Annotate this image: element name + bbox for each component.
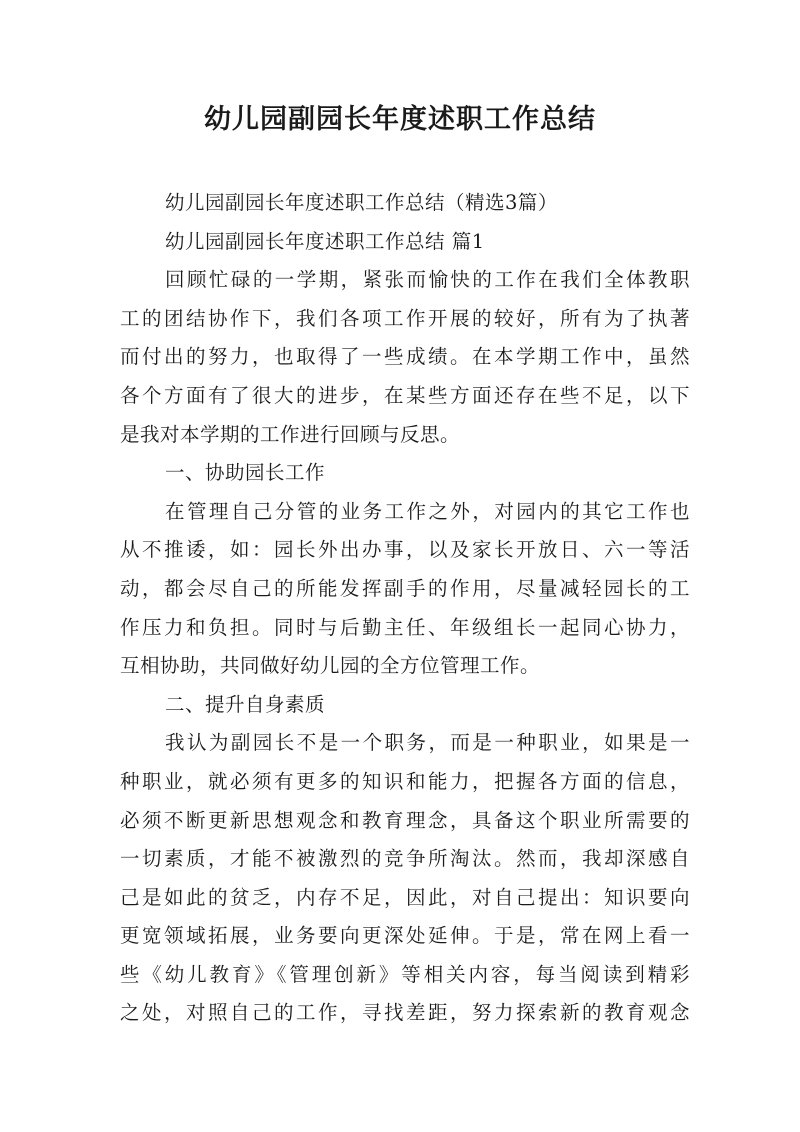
section-heading-2: 二、提升自身素质 [165, 692, 326, 716]
paragraph-line: 动，都会尽自己的所能发挥副手的作用，尽量减轻园长的工 [120, 576, 690, 600]
paragraph-line: 回顾忙碌的一学期，紧张而愉快的工作在我们全体教职 [165, 268, 690, 292]
paragraph-line: 一切素质，才能不被激烈的竞争所淘汰。然而，我却深感自 [120, 847, 690, 871]
subtitle-line: 幼儿园副园长年度述职工作总结（精选3篇） [165, 191, 558, 214]
paragraph-line: 是我对本学期的工作进行回顾与反思。 [120, 422, 461, 446]
paragraph-line: 作压力和负担。同时与后勤主任、年级组长一起同心协力， [120, 615, 690, 639]
paragraph-line: 些《幼儿教育》《管理创新》等相关内容，每当阅读到精彩 [120, 962, 690, 986]
paragraph-line: 而付出的努力，也取得了一些成绩。在本学期工作中，虽然 [120, 345, 690, 369]
paragraph-line: 更宽领域拓展，业务要向更深处延伸。于是，常在网上看一 [120, 924, 690, 948]
paragraph-line: 各个方面有了很大的进步，在某些方面还存在些不足，以下 [120, 383, 690, 407]
document-title: 幼儿园副园长年度述职工作总结 [204, 104, 596, 135]
paragraph-line: 我认为副园长不是一个职务，而是一种职业，如果是一 [165, 731, 690, 755]
paragraph-line: 工的团结协作下，我们各项工作开展的较好，所有为了执著 [120, 306, 690, 330]
paragraph-line: 种职业，就必须有更多的知识和能力，把握各方面的信息， [120, 769, 690, 793]
section-heading-article-1: 幼儿园副园长年度述职工作总结 篇1 [165, 229, 485, 253]
paragraph-line: 在管理自己分管的业务工作之外，对园内的其它工作也 [165, 499, 690, 523]
paragraph-line: 之处，对照自己的工作，寻找差距，努力探索新的教育观念 [120, 1001, 690, 1025]
paragraph-line: 互相协助，共同做好幼儿园的全方位管理工作。 [120, 654, 541, 678]
paragraph-line: 必须不断更新思想观念和教育理念，具备这个职业所需要的 [120, 808, 690, 832]
paragraph-line: 从不推诿，如：园长外出办事，以及家长开放日、六一等活 [120, 538, 690, 562]
document-body [120, 184, 690, 1033]
section-heading-1: 一、协助园长工作 [165, 461, 326, 485]
paragraph-line: 己是如此的贫乏，内存不足，因此，对自己提出：知识要向 [120, 885, 690, 909]
